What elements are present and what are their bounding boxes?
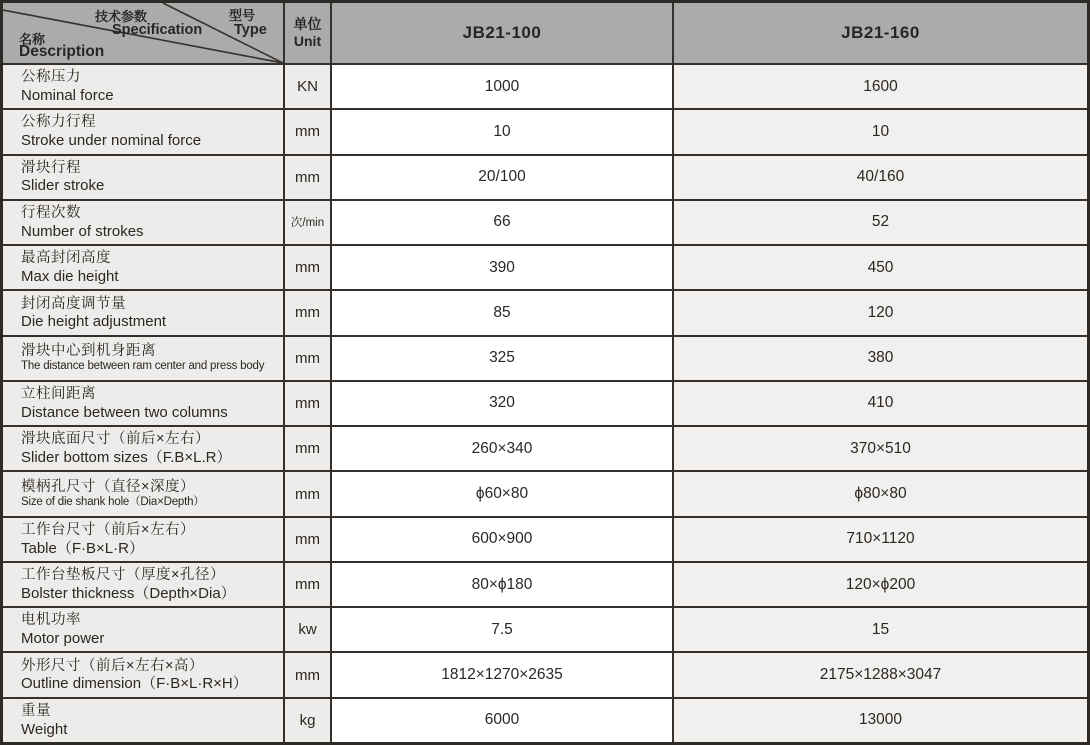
row-value-jb21-160: 1600 — [674, 65, 1087, 108]
row-label-cell — [3, 472, 283, 515]
row-label-cell — [3, 563, 283, 606]
row-label-cell — [3, 246, 283, 289]
row-unit-cell: mm — [285, 156, 330, 199]
row-label-cn: 电机功率 — [21, 612, 81, 629]
header-unit-cell — [285, 3, 330, 63]
row-label-cell — [3, 291, 283, 334]
row-unit-cell: mm — [285, 337, 330, 380]
row-label-cn: 封闭高度调节量 — [21, 295, 126, 312]
row-unit-cell: 次/min — [285, 201, 330, 244]
row-value-jb21-100: 80×ϕ180 — [332, 563, 672, 606]
row-label-cell — [3, 518, 283, 561]
row-unit-cell: mm — [285, 291, 330, 334]
row-label-en: Weight — [21, 720, 68, 738]
row-value-jb21-160: 370×510 — [674, 427, 1087, 470]
row-label-cn: 公称力行程 — [21, 114, 96, 131]
row-value-jb21-160: 120 — [674, 291, 1087, 334]
row-label-en: Size of die shank hole（Dia×Depth） — [21, 496, 205, 509]
row-value-jb21-100: 66 — [332, 201, 672, 244]
row-unit-cell: mm — [285, 518, 330, 561]
row-value-jb21-100: 6000 — [332, 699, 672, 742]
row-value-jb21-100: 325 — [332, 337, 672, 380]
row-label-en: Distance between two columns — [21, 403, 228, 421]
row-value-jb21-160: 52 — [674, 201, 1087, 244]
row-label-en: Motor power — [21, 630, 105, 648]
row-label-en: Stroke under nominal force — [21, 132, 202, 150]
row-value-jb21-100: 600×900 — [332, 518, 672, 561]
row-label-cell — [3, 201, 283, 244]
row-unit-cell: mm — [285, 246, 330, 289]
row-value-jb21-160: 450 — [674, 246, 1087, 289]
row-unit-cell: mm — [285, 653, 330, 696]
row-unit-cell: mm — [285, 472, 330, 515]
row-value-jb21-100: 320 — [332, 382, 672, 425]
row-label-en: Slider bottom sizes（F.B×L.R） — [21, 448, 232, 466]
row-value-jb21-100: 7.5 — [332, 608, 672, 651]
header-unit-cn: 单位 — [293, 16, 322, 33]
row-value-jb21-160: 10 — [674, 110, 1087, 153]
header-unit-en: Unit — [293, 33, 322, 49]
row-value-jb21-100: 10 — [332, 110, 672, 153]
row-label-en: Number of strokes — [21, 222, 144, 240]
row-label-cn: 立柱间距离 — [21, 386, 96, 403]
row-value-jb21-100: 390 — [332, 246, 672, 289]
header-name-en: Description — [19, 43, 105, 60]
row-value-jb21-100: ϕ60×80 — [332, 472, 672, 515]
row-value-jb21-160: 710×1120 — [674, 518, 1087, 561]
row-unit-cell: mm — [285, 382, 330, 425]
row-value-jb21-160: 120×ϕ200 — [674, 563, 1087, 606]
row-label-en: Bolster thickness（Depth×Dia） — [21, 584, 236, 602]
header-model-jb21-100: JB21-100 — [332, 3, 672, 63]
row-unit-cell: kg — [285, 699, 330, 742]
row-value-jb21-100: 1000 — [332, 65, 672, 108]
row-label-cell — [3, 110, 283, 153]
row-label-en: Nominal force — [21, 86, 114, 104]
row-value-jb21-100: 20/100 — [332, 156, 672, 199]
header-type-en: Type — [234, 22, 267, 38]
header-spec-cn: 技术参数 — [95, 9, 148, 24]
row-unit-cell: mm — [285, 110, 330, 153]
row-label-cn: 滑块底面尺寸（前后×左右） — [21, 431, 210, 448]
row-value-jb21-160: 2175×1288×3047 — [674, 653, 1087, 696]
row-value-jb21-100: 1812×1270×2635 — [332, 653, 672, 696]
row-label-cn: 工作台垫板尺寸（厚度×孔径） — [21, 567, 225, 584]
row-label-cn: 滑块行程 — [21, 159, 81, 176]
row-value-jb21-160: ϕ80×80 — [674, 472, 1087, 515]
header-diagonal-cell — [3, 3, 283, 63]
row-label-en: Outline dimension（F·B×L·R×H） — [21, 675, 248, 693]
row-unit-cell: kw — [285, 608, 330, 651]
row-value-jb21-160: 15 — [674, 608, 1087, 651]
row-label-en: Slider stroke — [21, 177, 105, 195]
row-value-jb21-100: 85 — [332, 291, 672, 334]
row-label-cn: 公称压力 — [21, 69, 81, 86]
row-label-cn: 最高封闭高度 — [21, 250, 111, 267]
row-label-cell — [3, 156, 283, 199]
row-value-jb21-160: 40/160 — [674, 156, 1087, 199]
row-unit-cell: mm — [285, 427, 330, 470]
header-model-jb21-160: JB21-160 — [674, 3, 1087, 63]
header-type-cn: 型号 — [229, 8, 256, 23]
row-value-jb21-160: 380 — [674, 337, 1087, 380]
row-value-jb21-100: 260×340 — [332, 427, 672, 470]
row-label-cn: 工作台尺寸（前后×左右） — [21, 521, 195, 538]
row-unit-cell: mm — [285, 563, 330, 606]
row-label-cell — [3, 337, 283, 380]
header-spec-en: Specification — [112, 22, 203, 38]
row-label-cell — [3, 427, 283, 470]
row-value-jb21-160: 13000 — [674, 699, 1087, 742]
row-label-cn: 外形尺寸（前后×左右×高） — [21, 657, 204, 674]
row-label-cell — [3, 65, 283, 108]
row-value-jb21-160: 410 — [674, 382, 1087, 425]
row-label-cell — [3, 699, 283, 742]
row-label-cell — [3, 608, 283, 651]
row-label-cell — [3, 382, 283, 425]
row-label-en: Table（F·B×L·R） — [21, 539, 144, 557]
row-label-cn: 行程次数 — [21, 204, 81, 221]
row-label-cell — [3, 653, 283, 696]
row-label-en: Die height adjustment — [21, 313, 167, 331]
row-label-en: Max die height — [21, 267, 119, 285]
row-label-cn: 模柄孔尺寸（直径×深度） — [21, 478, 195, 495]
row-unit-cell: KN — [285, 65, 330, 108]
row-label-en: The distance between ram center and press body — [21, 360, 265, 373]
row-label-cn: 重量 — [21, 702, 51, 719]
row-label-cn: 滑块中心到机身距离 — [21, 342, 156, 359]
header-name-cn: 名称 — [19, 32, 46, 47]
